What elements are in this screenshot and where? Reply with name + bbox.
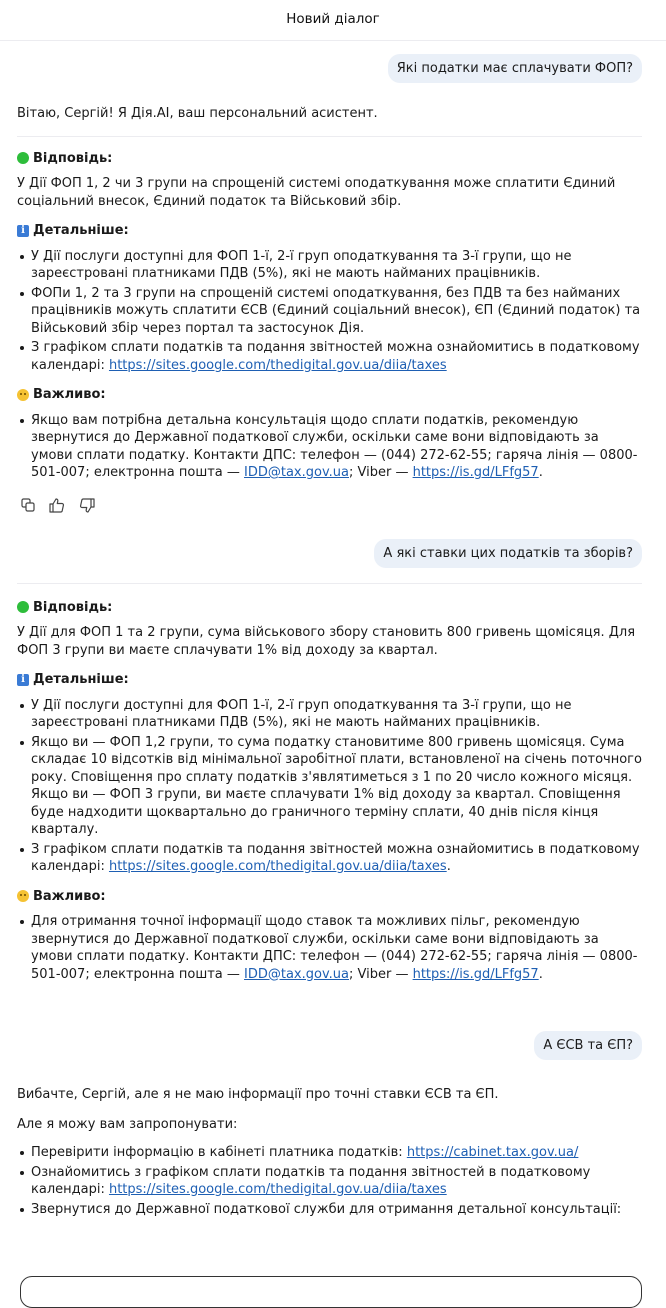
list-item: Якщо ви — ФОП 1,2 групи, то сума податку становитиме 800 гривень щомісяця. Сума складає 10 відсотків від мінімальної заробітної плати, встановленої на січень поточного року. Сповіщення про сплату податків з'являтиметься з 1 по 20 число кожного місяця. Якщо ви — ФОП 3 групи, ви маєте сплачувати 1% від доходу за квартал. Сповіщення буде надходити щоквартально до граничного терміну сплати, 40 днів після кінця кварталу. <box>17 734 642 839</box>
answer-heading: Відповідь: <box>17 150 642 168</box>
header <box>0 0 666 41</box>
user-message-row <box>17 539 642 568</box>
tax-calendar-link[interactable]: https://sites.google.com/thedigital.gov.ua/diia/taxes <box>108 1182 447 1197</box>
copy-icon[interactable] <box>21 498 35 512</box>
list-item: З графіком сплати податків та подання звітностей можна ознайомитись в податковому календарі: https://sites.google.com/thedigital.gov.ua/diia/taxes <box>17 339 642 374</box>
divider <box>17 583 642 584</box>
details-heading: i Детальніше: <box>17 222 642 240</box>
assistant-message <box>17 105 642 513</box>
email-link[interactable]: IDD@tax.gov.ua <box>244 465 349 480</box>
user-message: Які податки має сплачувати ФОП? <box>388 54 642 83</box>
suggestions-list <box>17 1144 642 1218</box>
tax-calendar-link[interactable]: https://sites.google.com/thedigital.gov.ua/diia/taxes <box>108 859 447 874</box>
assistant-text: Вибачте, Сергій, але я не маю інформації про точні ставки ЄСВ та ЄП. <box>17 1087 499 1102</box>
list-item: Якщо вам потрібна детальна консультація щодо сплати податків, рекомендую звернутися до Державної податкової служби, оскільки саме вони відповідають за умови сплати податку. Контакти ДПС: телефон — (044) 272-62-55; гаряча лінія — 0800-501-007; електронна пошта — IDD@tax.gov.ua; Viber — https://is.gd/LFfg57. <box>17 412 642 482</box>
important-heading: Важливо: <box>17 386 642 404</box>
list-item: ФОПи 1, 2 та 3 групи на спрощеній системі оподаткування, без ПДВ та без найманих працівників можуть сплатити ЄСВ (Єдиний соціальний внесок), ЄП (Єдиний податок) та Військовий збір через портал та застосунок Дія. <box>17 285 642 338</box>
message-input-box[interactable] <box>20 1276 642 1308</box>
info-icon: i <box>17 225 29 237</box>
thumbs-down-icon[interactable] <box>79 498 95 513</box>
feedback-bar <box>21 498 642 513</box>
tax-calendar-link[interactable]: https://sites.google.com/thedigital.gov.ua/diia/taxes <box>108 357 447 373</box>
user-message-row <box>17 54 642 83</box>
page-title: Новий діалог <box>286 11 380 28</box>
green-circle-icon <box>17 601 29 613</box>
important-list <box>17 412 642 482</box>
viber-link[interactable]: https://is.gd/LFfg57 <box>412 465 539 480</box>
details-heading: i Детальніше: <box>17 671 642 689</box>
smiling-face-icon <box>17 890 29 902</box>
assistant-offer: Але я можу вам запропонувати: <box>17 1116 238 1132</box>
user-message: А ЄСВ та ЄП? <box>534 1031 642 1060</box>
list-item: З графіком сплати податків та подання звітностей можна ознайомитись в податковому календарі: https://sites.google.com/thedigital.gov.ua/diia/taxes. <box>17 841 642 876</box>
list-item: Ознайомитись з графіком сплати податків та подання звітностей в податковому календарі: https://sites.google.com/thedigital.gov.ua/diia/taxes <box>17 1164 642 1199</box>
viber-link[interactable]: https://is.gd/LFfg57 <box>412 966 539 982</box>
assistant-message <box>17 583 642 984</box>
list-item: Звернутися до Державної податкової служби для отримання детальної консультації: <box>17 1201 642 1219</box>
list-item: Для отримання точної інформації щодо ставок та можливих пільг, рекомендую звернутися до Державної податкової служби, оскільки саме вони відповідають за умови сплати податку. Контакти ДПС: телефон — (044) 272-62-55; гаряча лінія — 0800-501-007; електронна пошта — IDD@tax.gov.ua; Viber — https://is.gd/LFfg57. <box>17 913 642 983</box>
smiling-face-icon <box>17 389 29 401</box>
user-message-row <box>17 1031 642 1060</box>
list-item: Перевірити інформацію в кабінеті платника податків: https://cabinet.tax.gov.ua/ <box>17 1144 642 1162</box>
important-list <box>17 913 642 983</box>
details-list <box>17 697 642 876</box>
answer-heading: Відповідь: <box>17 599 642 617</box>
answer-text: У Дії ФОП 1, 2 чи 3 групи на спрощеній системі оподаткування може сплатити Єдиний соціальний внесок, Єдиний податок та Військовий збір. <box>17 176 616 209</box>
thumbs-up-icon[interactable] <box>49 498 65 513</box>
divider <box>17 136 642 137</box>
info-icon: i <box>17 674 29 686</box>
chat-area <box>0 54 666 1218</box>
details-list <box>17 248 642 375</box>
list-item: У Дії послуги доступні для ФОП 1-ї, 2-ї груп оподаткування та 3-ї групи, що не зареєстровані платниками ПДВ (5%), які не мають найманих працівників. <box>17 697 642 732</box>
green-circle-icon <box>17 152 29 164</box>
assistant-greeting: Вітаю, Сергій! Я Дія.AI, ваш персональний асистент. <box>17 106 378 121</box>
email-link[interactable]: IDD@tax.gov.ua <box>244 966 349 982</box>
answer-text: У Дії для ФОП 1 та 2 групи, сума військового збору становить 800 гривень щомісяця. Для ФОП 3 групи ви маєте сплачувати 1% від доходу за квартал. <box>17 625 636 658</box>
important-heading: Важливо: <box>17 888 642 906</box>
user-message: А які ставки цих податків та зборів? <box>374 539 642 568</box>
list-item: У Дії послуги доступні для ФОП 1-ї, 2-ї груп оподаткування та 3-ї групи, що не зареєстровані платниками ПДВ (5%), які не мають найманих працівників. <box>17 248 642 283</box>
tax-cabinet-link[interactable]: https://cabinet.tax.gov.ua/ <box>406 1145 579 1160</box>
assistant-message <box>17 1086 642 1218</box>
